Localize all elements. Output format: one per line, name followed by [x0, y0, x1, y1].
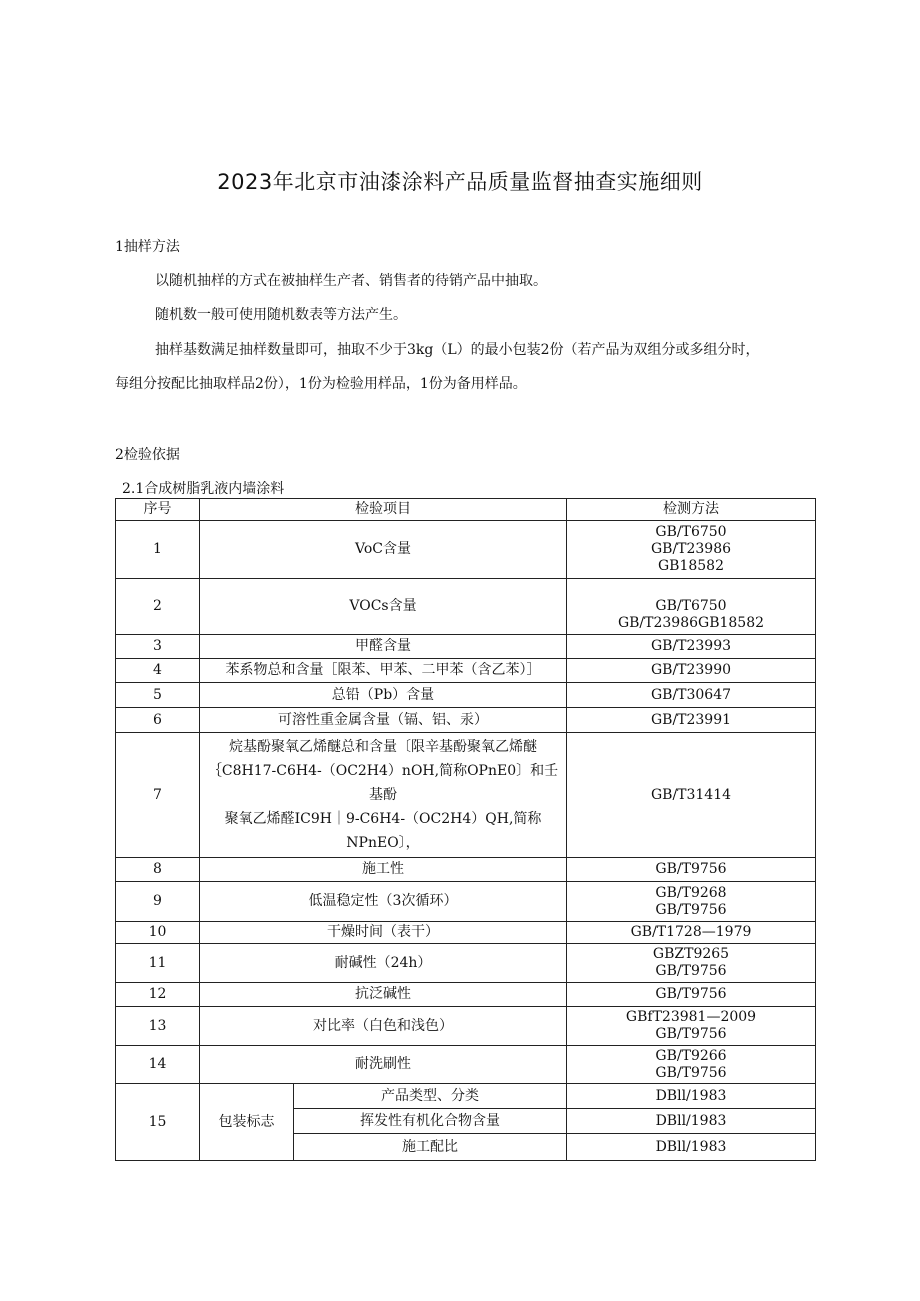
method-line: GB/T23986GB18582 — [617, 615, 765, 631]
row-no: 3 — [116, 635, 200, 659]
table-row — [116, 858, 816, 882]
row-method: DBll/1983 — [567, 1084, 816, 1109]
method-line: GBZT9265 — [652, 946, 730, 962]
header-item: 检验项目 — [200, 499, 567, 521]
method-line: GB18582 — [657, 558, 724, 574]
header-no: 序号 — [116, 499, 200, 521]
row-item: 对比率（白色和浅色） — [200, 1007, 567, 1046]
row-item: 抗泛碱性 — [200, 983, 567, 1007]
header-method: 检测方法 — [567, 499, 816, 521]
method-line: GB/T9268 — [655, 884, 727, 901]
row-method — [567, 1046, 816, 1084]
row-no: 14 — [116, 1046, 200, 1084]
table-row — [116, 635, 816, 659]
row-subitem: 挥发性有机化合物含量 — [294, 1109, 567, 1134]
row-method — [567, 944, 816, 983]
row-no: 15 — [116, 1084, 200, 1161]
method-line: GB/T6750 — [655, 524, 727, 540]
row-subitem: 施工配比 — [294, 1134, 567, 1161]
row-no: 11 — [116, 944, 200, 983]
row-method: GB/T9756 — [567, 858, 816, 882]
paragraph-continued: 每组分按配比抽取样品2份），1份为检验用样品，1份为备用样品。 — [115, 376, 527, 392]
table-caption: 2.1合成树脂乳液内墙涂料 — [122, 481, 285, 497]
row-method: GB/T30647 — [567, 683, 816, 708]
paragraph: 以随机抽样的方式在被抽样生产者、销售者的待销产品中抽取。 — [155, 273, 547, 289]
row-method: DBll/1983 — [567, 1109, 816, 1134]
row-method — [567, 1007, 816, 1046]
method-line: GB/T6750 — [655, 598, 727, 614]
table-header-row — [116, 499, 816, 521]
row-method: GB/T1728—1979 — [567, 922, 816, 944]
inspection-table — [115, 498, 816, 1161]
table-row — [116, 1007, 816, 1046]
method-line: GB/T9756 — [655, 963, 727, 979]
row-method — [567, 521, 816, 579]
table-row — [116, 922, 816, 944]
row-item: VoC含量 — [200, 521, 567, 579]
row-method: GB/T9756 — [567, 983, 816, 1007]
method-line: GBfT23981—2009 — [625, 1009, 757, 1025]
row-method: GB/T23991 — [567, 708, 816, 733]
row-no: 4 — [116, 659, 200, 683]
row-item — [200, 733, 567, 858]
row-no: 1 — [116, 521, 200, 579]
section-2-heading: 2检验依据 — [115, 447, 180, 463]
row-no: 2 — [116, 579, 200, 635]
paragraph: 随机数一般可使用随机数表等方法产生。 — [155, 307, 407, 323]
table-row — [116, 983, 816, 1007]
row-method: GB/T23993 — [567, 635, 816, 659]
row-method: GB/T23990 — [567, 659, 816, 683]
table-row — [116, 659, 816, 683]
document-title: 2023年北京市油漆涂料产品质量监督抽查实施细则 — [217, 170, 703, 194]
row-item: 甲醛含量 — [200, 635, 567, 659]
row-no: 10 — [116, 922, 200, 944]
item-line: 烷基酚聚氧乙烯醚总和含量〔限辛基酚聚氧乙烯醚 — [229, 739, 537, 755]
row-group: 包装标志 — [200, 1084, 294, 1161]
table-row — [116, 944, 816, 983]
table-row — [116, 882, 816, 922]
item-line: ｛C8H17-C6H4-（OC2H4）nOH,简称OPnE0〕和壬基酚 — [207, 763, 559, 803]
row-no: 9 — [116, 882, 200, 922]
row-item: 总铅（Pb）含量 — [200, 683, 567, 708]
row-no: 7 — [116, 733, 200, 858]
method-line: GB/T9756 — [655, 1064, 727, 1081]
row-no: 13 — [116, 1007, 200, 1046]
row-item: 低温稳定性（3次循环） — [200, 882, 567, 922]
table-row — [116, 1084, 816, 1109]
method-line: GB/T9266 — [655, 1047, 727, 1064]
table-row — [116, 733, 816, 858]
method-line: GB/T9756 — [655, 1026, 727, 1042]
row-item: 可溶性重金属含量（镉、铝、汞） — [200, 708, 567, 733]
row-subitem: 产品类型、分类 — [294, 1084, 567, 1109]
method-line: GB/T9756 — [655, 901, 727, 918]
row-item: 苯系物总和含量［限苯、甲苯、二甲苯（含乙苯）］ — [200, 659, 567, 683]
row-no: 12 — [116, 983, 200, 1007]
row-method — [567, 882, 816, 922]
section-1-heading: 1抽样方法 — [115, 239, 180, 255]
row-no: 6 — [116, 708, 200, 733]
row-item: 耐碱性（24h） — [200, 944, 567, 983]
row-no: 5 — [116, 683, 200, 708]
item-line: 聚氧乙烯醛IC9H｜9-C6H4-（OC2H4）QH,简称 — [224, 811, 542, 827]
paragraph: 抽样基数满足抽样数量即可，抽取不少于3kg（L）的最小包装2份（若产品为双组分或多组分时， — [155, 342, 760, 358]
table-row — [116, 683, 816, 708]
table-row — [116, 521, 816, 579]
table-row — [116, 1046, 816, 1084]
row-no: 8 — [116, 858, 200, 882]
row-method: GB/T31414 — [567, 733, 816, 858]
table-row — [116, 708, 816, 733]
row-method: DBll/1983 — [567, 1134, 816, 1161]
row-item: 干燥时间（表干） — [200, 922, 567, 944]
row-item: VOCs含量 — [200, 579, 567, 635]
row-item: 耐洗刷性 — [200, 1046, 567, 1084]
row-method — [567, 579, 816, 635]
item-line: NPnEO〕， — [346, 835, 420, 851]
row-item: 施工性 — [200, 858, 567, 882]
table-row — [116, 579, 816, 635]
method-line: GB/T23986 — [650, 541, 732, 557]
